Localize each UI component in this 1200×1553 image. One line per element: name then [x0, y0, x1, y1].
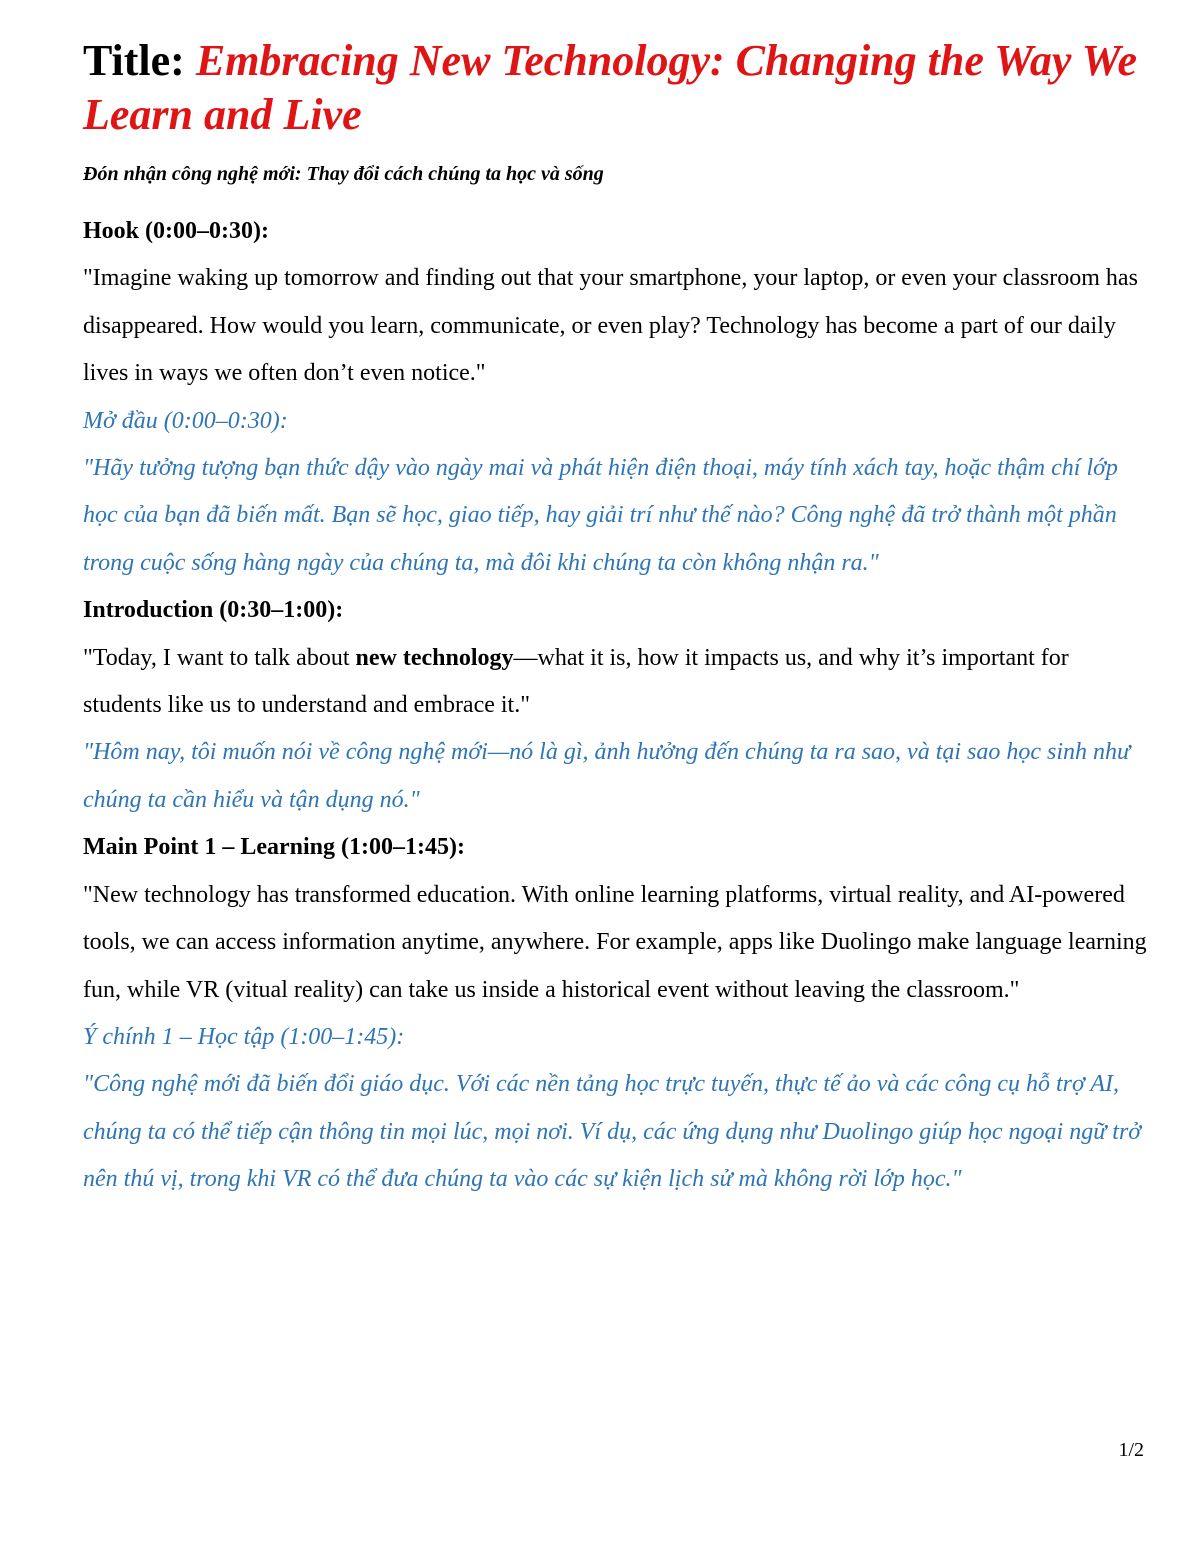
main-point-1-section — [83, 824, 1148, 1203]
hook-vi-heading: Mở đầu (0:00–0:30): — [83, 407, 288, 434]
main-point-1-vi-heading: Ý chính 1 – Học tập (1:00–1:45): — [83, 1023, 405, 1050]
hook-text: "Imagine waking up tomorrow and finding out that your smartphone, your laptop, or even your classroom has disappeared. How would you learn, communicate, or even play? Technology has become a part of our daily lives in ways we often don’t even notice." — [83, 265, 1138, 387]
introduction-text-after: —what it is, how it impacts us, and why it’s important for students like us to understand and embrace it." — [83, 644, 1069, 719]
hook-section — [83, 208, 1148, 587]
vietnamese-subtitle: Đón nhận công nghệ mới: Thay đổi cách chúng ta học và sống — [83, 163, 604, 185]
title-text: Embracing New Technology: Changing the Way We Learn and Live — [83, 36, 1138, 139]
introduction-text-bold: new technology — [355, 644, 514, 671]
title-label: Title: — [83, 36, 196, 85]
document-title — [83, 34, 1148, 142]
introduction-text-before: "Today, I want to talk about — [83, 644, 356, 671]
introduction-vi-text: "Hôm nay, tôi muốn nói về công nghệ mới—nó là gì, ảnh hưởng đến chúng ta ra sao, và tại sao học sinh như chúng ta cần hiểu và tận dụng nó." — [83, 739, 1131, 813]
introduction-text — [83, 635, 1148, 730]
main-point-1-text: "New technology has transformed education. With online learning platforms, virtual reality, and AI-powered tools, we can access information anytime, anywhere. For example, apps like Duolingo make language learning fun, while VR (vitual reality) can take us inside a historical event without leaving the classroom." — [83, 881, 1147, 1003]
introduction-section — [83, 587, 1148, 824]
main-point-1-heading: Main Point 1 – Learning (1:00–1:45): — [83, 834, 465, 861]
hook-vi-text: "Hãy tưởng tượng bạn thức dậy vào ngày mai và phát hiện điện thoại, máy tính xách tay, hoặc thậm chí lớp học của bạn đã biến mất. Bạn sẽ học, giao tiếp, hay giải trí như thế nào? Công nghệ đã trở thành một phần trong cuộc sống hàng ngày của chúng ta, mà đôi khi chúng ta còn không nhận ra." — [83, 455, 1118, 576]
hook-heading: Hook (0:00–0:30): — [83, 218, 269, 244]
document-page — [83, 34, 1148, 1204]
introduction-heading: Introduction (0:30–1:00): — [83, 597, 344, 624]
page-number: 1/2 — [1118, 1439, 1144, 1461]
main-point-1-vi-text: "Công nghệ mới đã biến đổi giáo dục. Với các nền tảng học trực tuyến, thực tế ảo và các công cụ hỗ trợ AI, chúng ta có thể tiếp cận thông tin mọi lúc, mọi nơi. Ví dụ, các ứng dụng như Duolingo giúp học ngoại ngữ trở nên thú vị, trong khi VR có thể đưa chúng ta vào các sự kiện lịch sử mà không rời lớp học." — [83, 1071, 1142, 1193]
